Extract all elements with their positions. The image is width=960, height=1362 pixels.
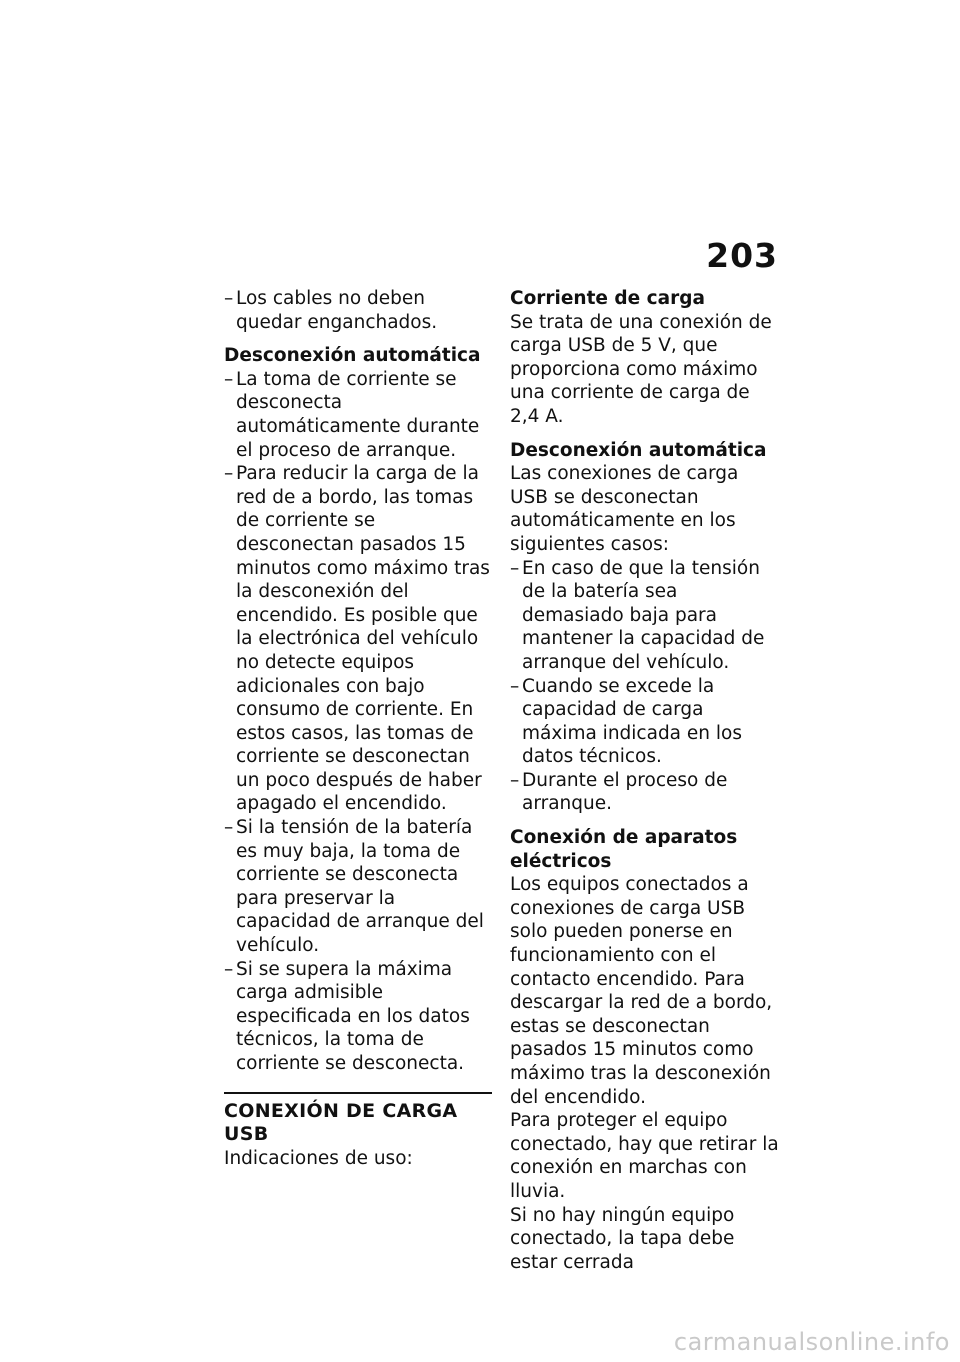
list-item: – Para reducir la carga de la red de a bordo, las tomas de corriente se desconectan pasados 15 minutos como máximo tras la desconexión del encendido. Es posible que la electrónica del vehículo no detecte equipos adicionales con bajo consumo de corriente. En estos casos, las tomas de corriente se desconectan un poco después de haber apagado el encendido. (224, 462, 494, 816)
section-title: CONEXIÓN DE CARGA USB (224, 1099, 458, 1146)
section-heading: Desconexión automática (224, 345, 481, 367)
page-number: 203 (706, 236, 778, 275)
left-column (224, 287, 494, 1170)
list-item: – Si la tensión de la batería es muy baja, la toma de corriente se desconecta para preservar la capacidad de arranque del vehículo. (224, 816, 494, 958)
list-item: – En caso de que la tensión de la batería sea demasiado baja para mantener la capacidad de arranque del vehículo. (510, 557, 780, 675)
paragraph: Los equipos conectados a conexiones de carga USB solo pueden ponerse en funcionamiento con el contacto encendido. Para descargar la red de a bordo, estas se desconectan pasados 15 minutos como máximo tras la desconexión del encendido. (510, 874, 773, 1108)
right-column (510, 287, 780, 1274)
section-heading: Conexión de aparatos eléctricos (510, 827, 738, 872)
paragraph: Las conexiones de carga USB se desconectan automáticamente en los siguientes casos: (510, 463, 739, 555)
paragraph: Se trata de una conexión de carga USB de 5 V, que proporciona como máximo una corriente de carga de 2,4 A. (510, 311, 772, 427)
section-heading: Desconexión automática (510, 439, 767, 461)
list-item: – La toma de corriente se desconecta automáticamente durante el proceso de arranque. (224, 368, 494, 462)
usage-text: Indicaciones de uso: (224, 1147, 413, 1169)
watermark: carmanualsonline.info (673, 1328, 950, 1356)
list-item: – Si se supera la máxima carga admisible especificada en los datos técnicos, la toma de corriente se desconecta. (224, 958, 494, 1076)
section-heading: Corriente de carga (510, 288, 705, 309)
paragraph: Para proteger el equipo conectado, hay que retirar la conexión en marchas con lluvia. (510, 1110, 779, 1202)
list-item: – Cuando se excede la capacidad de carga máxima indicada en los datos técnicos. (510, 675, 780, 769)
list-item: – Los cables no deben quedar enganchados. (224, 287, 494, 334)
section-divider (224, 1092, 492, 1094)
paragraph: Si no hay ningún equipo conectado, la tapa debe estar cerrada (510, 1204, 735, 1273)
list-item: – Durante el proceso de arranque. (510, 769, 780, 816)
